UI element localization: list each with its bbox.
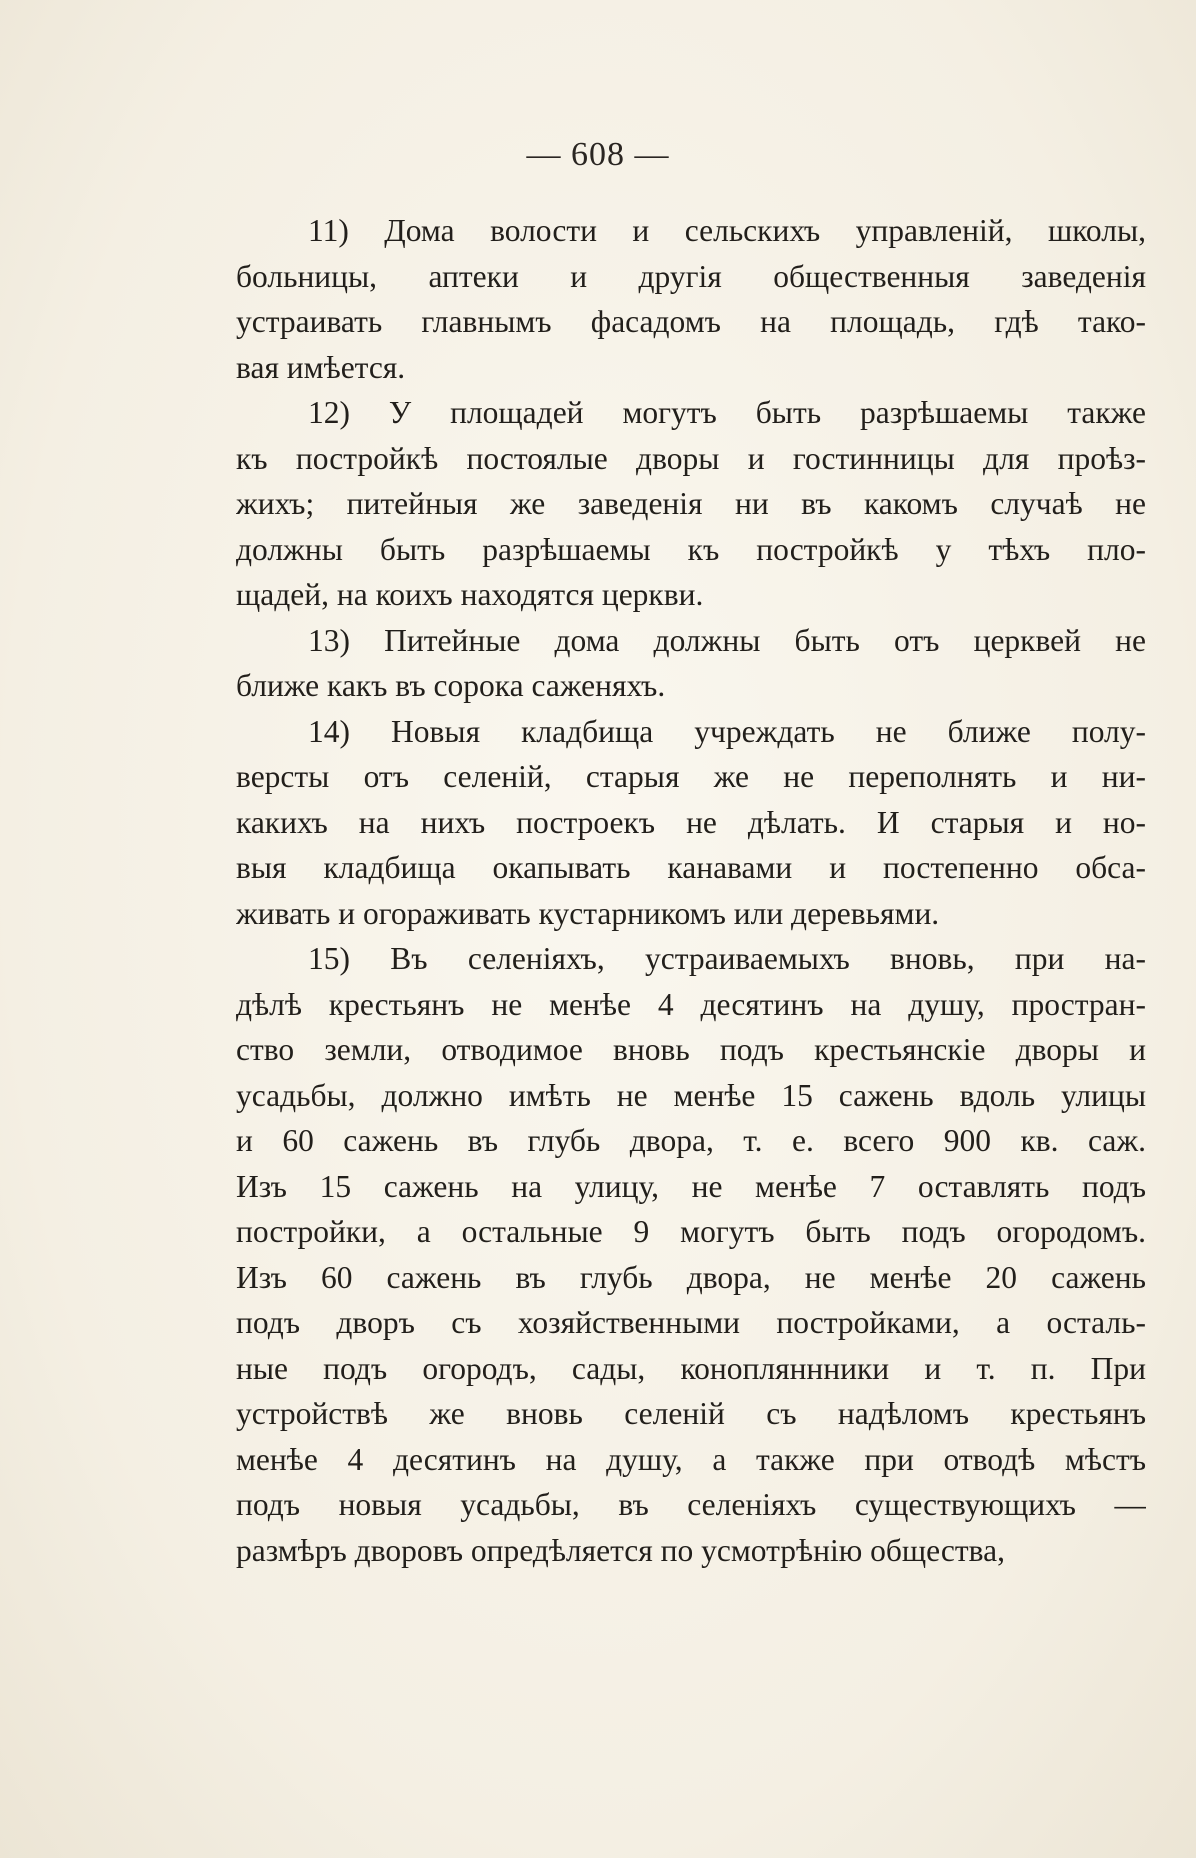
text-line: 13) Питейные дома должны быть отъ церквей не: [308, 622, 1146, 658]
text-line: къ постройкѣ постоялые дворы и гостинницы для проѣз-: [236, 440, 1146, 476]
text-line: живать и огораживать кустарникомъ или деревьями.: [236, 895, 940, 931]
text-line: 15) Въ селеніяхъ, устраиваемыхъ вновь, при на-: [308, 941, 1146, 976]
text-line: версты отъ селеній, старыя же не переполнять и ни-: [236, 759, 1146, 794]
text-line: больницы, аптеки и другія общественныя заведенія: [236, 258, 1146, 294]
paragraph: [236, 936, 1146, 1573]
paragraph: [236, 208, 1146, 390]
text-line: жихъ; питейныя же заведенія ни въ какомъ случаѣ не: [236, 486, 1146, 521]
text-line: ближе какъ въ сорока саженяхъ.: [236, 668, 666, 703]
paragraph: [236, 618, 1146, 709]
text-line: ство земли, отводимое вновь подъ крестьянскіе дворы и: [236, 1032, 1146, 1067]
text-line: постройки, а остальные 9 могутъ быть подъ огородомъ.: [236, 1214, 1146, 1249]
text-line: щадей, на коихъ находятся церкви.: [236, 577, 704, 612]
paragraph: [236, 390, 1146, 618]
page-number: — 608 —: [526, 136, 670, 173]
text-line: выя кладбища окапывать канавами и постепенно обса-: [236, 850, 1146, 885]
text-line: менѣе 4 десятинъ на душу, а также при отводѣ мѣстъ: [236, 1441, 1146, 1477]
text-line: 11) Дома волости и сельскихъ управленій, школы,: [308, 213, 1146, 248]
paragraph: [236, 709, 1146, 937]
text-line: Изъ 15 сажень на улицу, не менѣе 7 оставлять подъ: [236, 1168, 1146, 1204]
text-line: устройствѣ же вновь селеній съ надѣломъ крестьянъ: [236, 1396, 1146, 1431]
text-line: подъ дворъ съ хозяйственными постройками, а осталь-: [236, 1305, 1146, 1340]
text-line: и 60 сажень въ глубь двора, т. е. всего 900 кв. саж.: [236, 1123, 1146, 1158]
text-line: устраивать главнымъ фасадомъ на площадь, гдѣ тако-: [236, 304, 1146, 339]
text-line: вая имѣется.: [236, 349, 406, 385]
text-line: размѣръ дворовъ опредѣляется по усмотрѣнію общества,: [236, 1532, 1005, 1568]
text-line: какихъ на нихъ построекъ не дѣлать. И старыя и но-: [236, 804, 1146, 840]
text-line: усадьбы, должно имѣть не менѣе 15 сажень вдоль улицы: [236, 1077, 1146, 1113]
text-line: Изъ 60 сажень въ глубь двора, не менѣе 20 сажень: [236, 1259, 1146, 1295]
text-line: ные подъ огородъ, сады, конопляннники и т. п. При: [236, 1350, 1146, 1386]
text-line: 12) У площадей могутъ быть разрѣшаемы также: [308, 395, 1146, 430]
text-line: подъ новыя усадьбы, въ селеніяхъ существующихъ —: [236, 1487, 1146, 1522]
text-line: дѣлѣ крестьянъ не менѣе 4 десятинъ на душу, простран-: [236, 986, 1146, 1022]
body-text: [236, 208, 1146, 1573]
text-line: должны быть разрѣшаемы къ постройкѣ у тѣхъ пло-: [236, 531, 1146, 567]
text-line: 14) Новыя кладбища учреждать не ближе полу-: [308, 713, 1146, 749]
